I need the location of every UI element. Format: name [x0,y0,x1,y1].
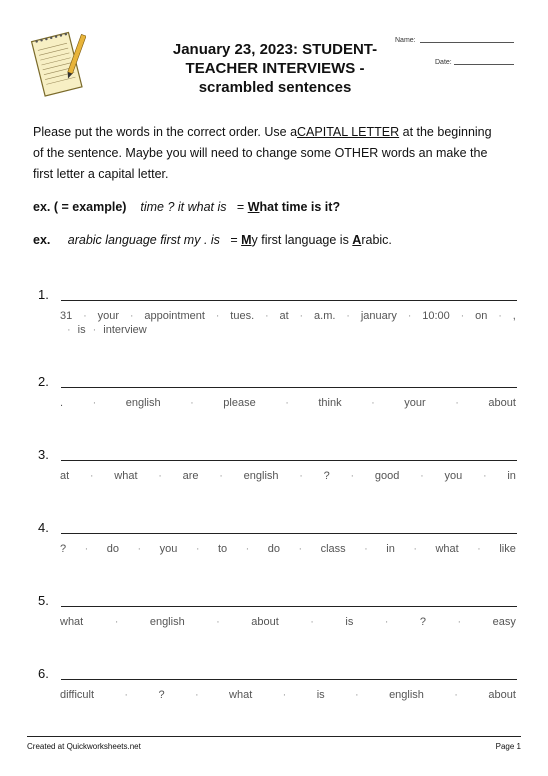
scrambled-word: english [125,397,161,409]
word-separator: · [215,310,220,322]
scrambled-word: is [345,616,354,628]
instructions-text: first letter a capital letter. [33,167,169,181]
scrambled-words [60,688,520,702]
word-separator: · [298,543,303,555]
scrambled-word: on [475,310,488,322]
word-separator: · [89,470,94,482]
scrambled-word: english [389,689,424,701]
capital-letter-emphasis: CAPITAL LETTER [297,125,400,139]
answer-line[interactable] [61,387,517,388]
scrambled-word: a.m. [314,310,336,322]
example-scrambled: time ? it what is [140,200,227,214]
scrambled-word: about [251,616,279,628]
scrambled-word: is [77,324,86,336]
question-number: 1. [38,287,49,302]
word-separator: · [92,397,97,409]
word-separator: · [346,310,350,322]
scrambled-word: good [374,470,400,482]
scrambled-word: what [114,470,138,482]
scrambled-word: ? [419,616,427,628]
question-number: 4. [38,520,49,535]
scrambled-word: interview [103,324,147,336]
word-separator: · [190,397,194,409]
scrambled-word: at [279,310,289,322]
scrambled-word: english [149,616,185,628]
page-number: Page 1 [495,742,521,751]
example-answer-cap: W [247,200,260,214]
footer-credit: Created at Quickworksheets.net [27,742,141,751]
scrambled-words [60,469,520,483]
scrambled-word: do [106,543,119,555]
example-equals: = [236,200,248,214]
scrambled-word: about [488,397,516,409]
word-separator: · [455,397,459,409]
scrambled-word: your [97,310,120,322]
scrambled-word: 31 [60,310,73,322]
word-separator: · [114,616,119,628]
answer-line[interactable] [61,679,517,680]
word-separator: · [245,543,250,555]
scrambled-word: . [60,397,64,409]
scrambled-word: ? [158,689,165,701]
word-separator: · [137,543,142,555]
word-separator: · [407,310,412,322]
word-separator: · [420,470,424,482]
scrambled-words [60,615,520,629]
word-separator: · [371,397,375,409]
word-separator: · [83,310,87,322]
question-number: 2. [38,374,49,389]
scrambled-word: you [159,543,178,555]
scrambled-word: 10:00 [422,310,450,322]
scrambled-word: like [499,543,516,555]
word-separator: · [92,324,97,336]
scrambled-word: difficult [60,689,95,701]
footer [27,736,521,751]
word-separator: · [364,543,368,555]
scrambled-word: what [435,543,459,555]
question-number: 5. [38,593,49,608]
scrambled-word: what [60,616,84,628]
word-separator: · [84,543,89,555]
word-separator: · [129,310,134,322]
scrambled-word: please [223,397,256,409]
question-number: 3. [38,447,49,462]
word-separator: · [355,689,359,701]
scrambled-word: do [267,543,280,555]
date-field [382,59,514,66]
answer-line[interactable] [61,533,517,534]
scrambled-word: english [243,470,279,482]
word-separator: · [477,543,481,555]
word-separator: · [216,616,220,628]
example-1 [33,200,340,214]
scrambled-word: in [386,543,395,555]
example-2 [33,233,392,247]
name-line [420,42,514,43]
word-separator: · [457,616,462,628]
word-separator: · [454,689,458,701]
word-separator: · [299,310,304,322]
answer-line[interactable] [61,606,517,607]
example-answer: rabic. [361,233,392,247]
scrambled-word: tues. [230,310,255,322]
name-field [382,37,514,44]
word-separator: · [482,470,487,482]
instructions-text: at the beginning [399,125,492,139]
scrambled-word: ? [60,543,67,555]
example-answer-cap: A [352,233,362,247]
scrambled-words [60,542,520,556]
date-label: Date: [435,59,452,66]
scrambled-word: is [316,689,325,701]
answer-line[interactable] [61,300,517,301]
word-separator: · [282,689,287,701]
example-label: ex. ( = example) [33,200,127,214]
word-separator: · [124,689,129,701]
date-line [454,64,514,65]
name-label: Name: [395,37,416,44]
example-answer-cap: M [241,233,252,247]
scrambled-word: january [360,310,397,322]
instructions-text: of the sentence. Maybe you will need to change some OTHER words an make the [33,146,488,160]
scrambled-word: to [217,543,228,555]
word-separator: · [384,616,389,628]
question-number: 6. [38,666,49,681]
answer-line[interactable] [61,460,517,461]
instructions [33,122,513,185]
page-title: January 23, 2023: STUDENT- TEACHER INTERVIEWS - scrambled sentences [172,41,378,96]
word-separator: · [299,470,303,482]
word-separator: · [460,310,465,322]
scrambled-word: class [320,543,346,555]
word-separator: · [264,310,269,322]
example-scrambled: arabic language first my . is [67,233,220,247]
scrambled-word: your [404,397,426,409]
word-separator: · [158,470,162,482]
scrambled-word: easy [492,616,516,628]
word-separator: · [413,543,417,555]
scrambled-word: appointment [144,310,205,322]
scrambled-words [60,396,520,410]
notepad-logo-icon [30,28,86,102]
word-separator: · [285,397,289,409]
example-answer: hat time is it? [259,200,341,214]
word-separator: · [310,616,314,628]
word-separator: · [350,470,355,482]
example-answer: y first language is [251,233,353,247]
word-separator: · [194,689,199,701]
scrambled-word: , [512,310,516,322]
word-separator: · [219,470,223,482]
scrambled-word: at [60,470,70,482]
word-separator: · [498,310,502,322]
word-separator: · [195,543,200,555]
example-equals: = [230,233,242,247]
scrambled-word: about [488,689,516,701]
scrambled-word: think [318,397,342,409]
word-separator: · [67,324,71,336]
instructions-text: Please put the words in the correct order. Use a [33,125,298,139]
scrambled-word: in [507,470,516,482]
scrambled-word: are [182,470,199,482]
scrambled-word: ? [323,470,330,482]
scrambled-words [60,309,520,337]
scrambled-word: you [444,470,463,482]
scrambled-word: what [229,689,253,701]
example-label: ex. [33,233,51,247]
